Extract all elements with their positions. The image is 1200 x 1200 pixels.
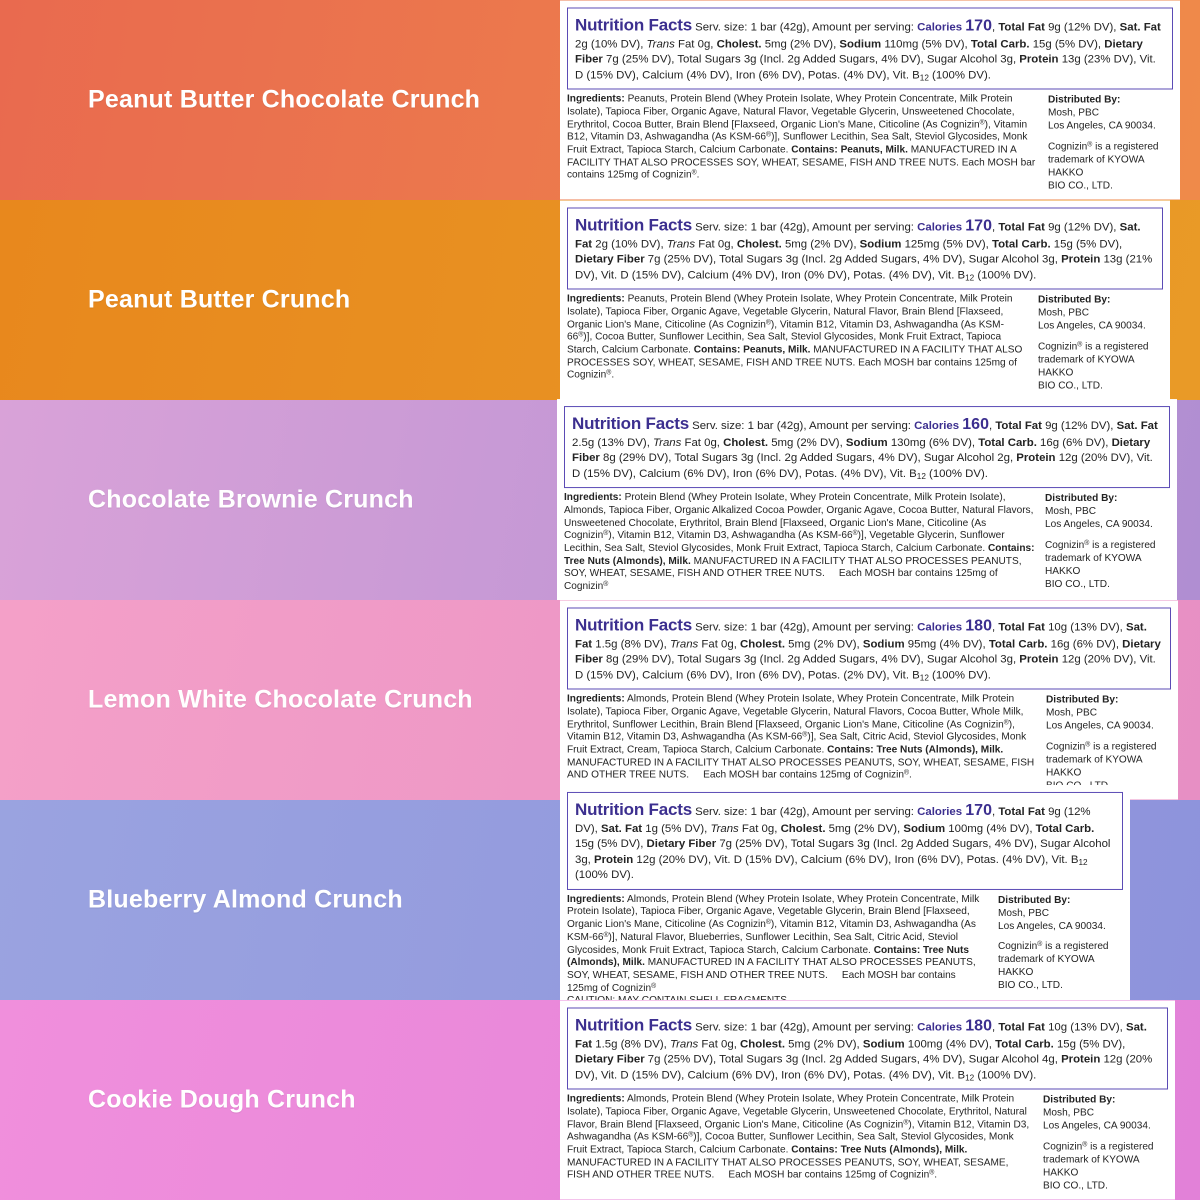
distributed-block: [1046, 694, 1171, 793]
ingredients-label: Ingredients:: [567, 893, 625, 905]
distributed-line-2: Los Angeles, CA 90034.: [1048, 120, 1156, 132]
nutrition-panel: [560, 600, 1178, 799]
trademark-line-1: Cognizin® is a registered: [1046, 741, 1157, 753]
cognizin-note: Each MOSH bar contains 125mg of Cognizin®.: [728, 1169, 938, 1181]
distributed-title: Distributed By:: [1038, 294, 1111, 306]
nutrient-facts: Total Fat 9g (12% DV), Sat. Fat 2g (10% DV), Trans Fat 0g, Cholest. 5mg (2% DV), Sodium 110mg (5% DV), Total Carb. 15g (5% DV), Dietary Fiber 7g (25% DV), Total Sugars 3g (Incl. 2g Added Sugars, 4% DV), Sugar Alcohol 3g, Protein 13g (23% DV), Vit. D (15% DV), Calcium (4% DV), Iron (6% DV), Potas. (4% DV), Vit. $B_{12}$ (100% DV).: [575, 21, 1161, 83]
facility-text: MANUFACTURED IN A FACILITY THAT ALSO PROCESSES PEANUTS, SOY, WHEAT, SESAME, FISH AND OTHER TREE NUTS.: [567, 757, 1035, 781]
nutrition-facts-text: Nutrition Facts Serv. size: 1 bar (42g), Amount per serving: Calories 180, Total Fat 10g (13% DV), Sat. Fat 1.5g (8% DV), Trans Fat 0g, Cholest. 5mg (2% DV), Sodium 100mg (4% DV), Total Carb. 15g (5% DV), Dietary Fiber 7g (25% DV), Total Sugars 3g (Incl. 2g Added Sugars, 4% DV), Sugar Alcohol 4g, Protein 12g (20% DV), Vit. D (15% DV), Calcium (6% DV), Iron (6% DV), Potas. (4% DV), Vit. $B_{12}$ (100% DV).: [575, 1015, 1153, 1083]
calories-value: 170: [965, 801, 992, 819]
trademark-line-1: Cognizin® is a registered: [998, 941, 1109, 953]
contains-text: Contains: Tree Nuts (Almonds), Milk.: [564, 543, 1035, 567]
distributed-line-1: Mosh, PBC: [1046, 707, 1098, 719]
distributed-block: [1048, 94, 1173, 193]
serving-info: Serv. size: 1 bar (42g), Amount per serving:: [695, 21, 914, 34]
trademark-line-3: BIO CO., LTD.: [1043, 1180, 1108, 1192]
calories-value: 180: [965, 1017, 992, 1035]
ingredients-block: [567, 94, 1038, 183]
panel-lower: [567, 294, 1163, 393]
facility-text: MANUFACTURED IN A FACILITY THAT ALSO PROCESSES SOY, WHEAT, SESAME, FISH AND TREE NUTS.: [567, 344, 1023, 369]
trademark-line-2: trademark of KYOWA HAKKO: [1045, 552, 1142, 577]
serving-info: Serv. size: 1 bar (42g), Amount per serving:: [695, 805, 914, 818]
calories-value: 170: [965, 17, 992, 35]
trademark-line-2: trademark of KYOWA HAKKO: [1038, 354, 1135, 379]
ingredients-block: [567, 694, 1036, 783]
cognizin-note: Each MOSH bar contains 125mg of Cognizin®: [564, 568, 998, 593]
nutrition-facts-text: Nutrition Facts Serv. size: 1 bar (42g), Amount per serving: Calories 170, Total Fat 9g (12% DV), Sat. Fat 2g (10% DV), Trans Fat 0g, Cholest. 5mg (2% DV), Sodium 125mg (5% DV), Total Carb. 15g (5% DV), Dietary Fiber 7g (25% DV), Total Sugars 3g (Incl. 2g Added Sugars, 4% DV), Sugar Alcohol 3g, Protein 13g (21% DV), Vit. D (15% DV), Calcium (4% DV), Iron (0% DV), Potas. (4% DV), Vit. $B_{12}$ (100% DV).: [575, 215, 1153, 283]
trademark-line-2: trademark of KYOWA HAKKO: [1048, 154, 1145, 179]
nutrition-facts-heading: Nutrition Facts: [575, 799, 692, 819]
distributed-block: [1038, 294, 1163, 393]
facility-text: MANUFACTURED IN A FACILITY THAT ALSO PROCESSES PEANUTS, SOY, WHEAT, SESAME, FISH AND OTHER TREE NUTS.: [567, 957, 976, 981]
nutrition-facts-box: [567, 792, 1123, 890]
distributed-title: Distributed By:: [1046, 694, 1119, 706]
ingredients-block: [567, 294, 1028, 383]
panel-lower: [567, 894, 1123, 1008]
contains-text: Contains: Peanuts, Milk.: [693, 344, 811, 356]
flavor-title: Blueberry Almond Crunch: [88, 885, 403, 914]
flavor-row-peanut-butter-crunch: [0, 200, 1200, 400]
facility-text: MANUFACTURED IN A FACILITY THAT ALSO PROCESSES PEANUTS, SOY, WHEAT, SESAME, FISH AND OTHER TREE NUTS.: [567, 1157, 1009, 1181]
ingredients-text: Peanuts, Protein Blend (Whey Protein Isolate, Whey Protein Concentrate, Milk Protein Isolate), Tapioca Fiber, Organic Agave, Natural Flavor, Vegetable Glycerin, Unsweetened Chocolate, Erythritol, Cocoa Butter, Brain Blend [Flaxseed, Organic Lion's Mane, Citicoline (As Cognizin®), Vitamin B12, Vitamin D3, Ashwagandha (As KSM-66®)], Sunflower Lecithin, Sea Salt, Steviol Glycosides, Monk Fruit Extract, Tapioca Starch, Calcium Carbonate.: [567, 93, 1028, 156]
trademark-line-3: BIO CO., LTD.: [998, 980, 1063, 992]
distributed-line-2: Los Angeles, CA 90034.: [1043, 1120, 1151, 1132]
serving-info: Serv. size: 1 bar (42g), Amount per serving:: [692, 420, 911, 433]
spacer: [998, 933, 1123, 940]
panel-lower: [567, 1094, 1168, 1193]
nutrition-facts-heading: Nutrition Facts: [575, 215, 692, 235]
flavor-row-cookie-dough-crunch: [0, 1000, 1200, 1200]
cognizin-note: Each MOSH bar contains 125mg of Cognizin®: [567, 969, 956, 994]
cognizin-note: Each MOSH bar contains 125mg of Cognizin®.: [703, 769, 912, 781]
distributed-block: [1043, 1094, 1168, 1193]
nutrition-facts-box: [567, 207, 1163, 289]
cognizin-note: Each MOSH bar contains 125mg of Cognizin®.: [567, 357, 1017, 381]
facility-text: MANUFACTURED IN A FACILITY THAT ALSO PROCESSES SOY, WHEAT, SESAME, FISH AND TREE NUTS.: [567, 144, 1017, 169]
ingredients-label: Ingredients:: [564, 492, 622, 504]
flavor-title: Cookie Dough Crunch: [88, 1085, 356, 1114]
distributed-block: [998, 894, 1123, 993]
trademark-line-1: Cognizin® is a registered: [1048, 141, 1159, 153]
serving-info: Serv. size: 1 bar (42g), Amount per serving:: [695, 621, 914, 634]
nutrition-facts-box: [567, 607, 1171, 689]
ingredients-text: Almonds, Protein Blend (Whey Protein Isolate, Whey Protein Concentrate, Milk Protein Isolate), Tapioca Fiber, Organic Agave, Vegetable Glycerin, Brain Blend [Flaxseed, Organic Lion's Mane, Citicoline (As Cognizin®), Vitamin B12, Vitamin D3, Ashwagandha (As KSM-66®)], Natural Flavor, Blueberries, Sunflower Lecithin, Sea Salt, Citric Acid, Steviol Glycosides, Monk Fruit Extract, Tapioca Starch, Calcium Carbonate.: [567, 893, 980, 956]
ingredients-block: [567, 1094, 1033, 1183]
nutrition-facts-heading: Nutrition Facts: [572, 414, 689, 434]
trademark-line-3: BIO CO., LTD.: [1038, 380, 1103, 392]
nutrition-panel: [560, 0, 1180, 199]
distributed-block: [1045, 492, 1170, 591]
calories-value: 180: [965, 617, 992, 635]
calories-label: Calories: [917, 21, 963, 34]
flavor-title: Lemon White Chocolate Crunch: [88, 685, 473, 714]
calories-label: Calories: [917, 221, 963, 234]
distributed-line-2: Los Angeles, CA 90034.: [1038, 320, 1146, 332]
nutrient-facts: Total Fat 9g (12% DV), Sat. Fat 2g (10% DV), Trans Fat 0g, Cholest. 5mg (2% DV), Sodium 125mg (5% DV), Total Carb. 15g (5% DV), Dietary Fiber 7g (25% DV), Total Sugars 3g (Incl. 2g Added Sugars, 4% DV), Sugar Alcohol 3g, Protein 13g (21% DV), Vit. D (15% DV), Calcium (4% DV), Iron (0% DV), Potas. (4% DV), Vit. $B_{12}$ (100% DV).: [575, 221, 1153, 283]
trademark-line-1: Cognizin® is a registered: [1045, 539, 1156, 551]
distributed-title: Distributed By:: [998, 894, 1071, 906]
serving-info: Serv. size: 1 bar (42g), Amount per serving:: [695, 1021, 914, 1034]
ingredients-label: Ingredients:: [567, 1093, 625, 1105]
calories-value: 160: [962, 416, 989, 434]
ingredients-label: Ingredients:: [567, 693, 625, 705]
nutrition-facts-text: Nutrition Facts Serv. size: 1 bar (42g), Amount per serving: Calories 170, Total Fat 9g (12% DV), Sat. Fat 2g (10% DV), Trans Fat 0g, Cholest. 5mg (2% DV), Sodium 110mg (5% DV), Total Carb. 15g (5% DV), Dietary Fiber 7g (25% DV), Total Sugars 3g (Incl. 2g Added Sugars, 4% DV), Sugar Alcohol 3g, Protein 13g (23% DV), Vit. D (15% DV), Calcium (4% DV), Iron (6% DV), Potas. (4% DV), Vit. $B_{12}$ (100% DV).: [575, 15, 1161, 83]
contains-text: Contains: Tree Nuts (Almonds), Milk.: [827, 744, 1004, 756]
nutrition-panel: [560, 1000, 1175, 1199]
flavor-title: Chocolate Brownie Crunch: [88, 485, 414, 514]
flavor-title: Peanut Butter Crunch: [88, 285, 351, 314]
distributed-title: Distributed By:: [1043, 1094, 1116, 1106]
trademark-line-2: trademark of KYOWA HAKKO: [1046, 754, 1143, 779]
distributed-line-1: Mosh, PBC: [1045, 506, 1097, 518]
nutrition-panel: [560, 200, 1170, 399]
distributed-line-1: Mosh, PBC: [1043, 1107, 1095, 1119]
trademark-line-1: Cognizin® is a registered: [1038, 341, 1149, 353]
calories-label: Calories: [917, 805, 963, 818]
distributed-title: Distributed By:: [1045, 493, 1118, 505]
facility-text: MANUFACTURED IN A FACILITY THAT ALSO PROCESSES PEANUTS, SOY, WHEAT, SESAME, FISH AND OTHER TREE NUTS.: [564, 555, 1022, 580]
distributed-line-2: Los Angeles, CA 90034.: [998, 920, 1106, 932]
contains-text: Contains: Tree Nuts (Almonds), Milk.: [567, 944, 970, 969]
ingredients-block: [567, 894, 988, 1008]
flavor-row-lemon-white-chocolate-crunch: [0, 600, 1200, 800]
trademark-line-3: BIO CO., LTD.: [1048, 180, 1113, 192]
cognizin-note: Each MOSH bar contains 125mg of Cognizin®.: [567, 157, 1036, 181]
serving-info: Serv. size: 1 bar (42g), Amount per serving:: [695, 221, 914, 234]
distributed-line-1: Mosh, PBC: [1048, 107, 1100, 119]
ingredients-block: [564, 492, 1035, 594]
ingredients-text: Almonds, Protein Blend (Whey Protein Isolate, Whey Protein Concentrate, Milk Protein Isolate), Tapioca Fiber, Organic Agave, Vegetable Glycerin, Unsweetened Chocolate, Erythritol, Natural Flavor, Brain Blend [Flaxseed, Organic Lion's Mane, Citicoline (As Cognizin®), Vitamin B12, Vitamin D3, Ashwagandha (As KSM-66®)], Cocoa Butter, Sunflower Lecithin, Sea Salt, Steviol Glycosides, Monk Fruit Extract, Tapioca Starch, Calcium Carbonate.: [567, 1093, 1030, 1156]
flavor-row-blueberry-almond-crunch: [0, 800, 1200, 1000]
spacer: [1046, 733, 1171, 740]
ingredients-text: Peanuts, Protein Blend (Whey Protein Isolate, Whey Protein Concentrate, Milk Protein Isolate), Tapioca Fiber, Organic Agave, Vegetable Glycerin, Natural Flavor, Brain Blend [Flaxseed, Organic Lion's Mane, Citicoline (As Cognizin®), Vitamin B12, Vitamin D3, Ashwagandha (As KSM-66®)], Cocoa Butter, Sunflower Lecithin, Sea Salt, Steviol Glycosides, Monk Fruit Extract, Tapioca Starch, Calcium Carbonate.: [567, 293, 1013, 356]
nutrient-facts: Total Fat 10g (13% DV), Sat. Fat 1.5g (8% DV), Trans Fat 0g, Cholest. 5mg (2% DV), Sodium 95mg (4% DV), Total Carb. 16g (6% DV), Dietary Fiber 8g (29% DV), Total Sugars 3g (Incl. 2g Added Sugars, 4% DV), Sugar Alcohol 3g, Protein 12g (20% DV), Vit. D (15% DV), Calcium (6% DV), Iron (6% DV), Potas. (2% DV), Vit. $B_{12}$ (100% DV).: [575, 621, 1161, 683]
distributed-line-1: Mosh, PBC: [1038, 307, 1090, 319]
ingredients-text: Almonds, Protein Blend (Whey Protein Isolate, Whey Protein Concentrate, Milk Protein Isolate), Tapioca Fiber, Organic Agave, Vegetable Glycerin, Natural Flavors, Cocoa Butter, Whole Milk, Erythritol, Sunflower Lecithin, Brain Blend [Flaxseed, Organic Lion's Mane, Citicoline (As Cognizin®), Vitamin B12, Vitamin D3, Ashwagandha (As KSM-66®)], Sea Salt, Citric Acid, Steviol Glycosides, Monk Fruit Extract, Cream, Tapioca Starch, Calcium Carbonate.: [567, 693, 1027, 756]
calories-label: Calories: [917, 1021, 963, 1034]
ingredients-label: Ingredients:: [567, 93, 625, 105]
ingredients-text: Protein Blend (Whey Protein Isolate, Whey Protein Concentrate, Milk Protein Isolate), Almonds, Tapioca Fiber, Organic Alkalized Cocoa Powder, Organic Agave, Cocoa Butter, Natural Flavors, Unsweetened Chocolate, Erythritol, Brain Blend [Flaxseed, Organic Lion's Mane, Citicoline (As Cognizin®), Vitamin B12, Vitamin D3, Ashwagandha (As KSM-66®)], Vegetable Glycerin, Sunflower Lecithin, Sea Salt, Steviol Glycosides, Monk Fruit Extract, Tapioca Starch, Calcium Carbonate.: [564, 492, 1034, 555]
contains-text: Contains: Tree Nuts (Almonds), Milk.: [791, 1144, 968, 1156]
nutrition-facts-text: Nutrition Facts Serv. size: 1 bar (42g), Amount per serving: Calories 160, Total Fat 9g (12% DV), Sat. Fat 2.5g (13% DV), Trans Fat 0g, Cholest. 5mg (2% DV), Sodium 130mg (6% DV), Total Carb. 16g (6% DV), Dietary Fiber 8g (29% DV), Total Sugars 3g (Incl. 2g Added Sugars, 4% DV), Sugar Alcohol 2g, Protein 12g (20% DV), Vit. D (15% DV), Calcium (6% DV), Iron (6% DV), Potas. (4% DV), Vit. $B_{12}$ (100% DV).: [572, 414, 1158, 481]
calories-label: Calories: [914, 420, 960, 433]
nutrition-facts-box: [567, 7, 1173, 89]
flavor-row-chocolate-brownie-crunch: [0, 400, 1200, 600]
nutrient-facts: Total Fat 9g (12% DV), Sat. Fat 1g (5% DV), Trans Fat 0g, Cholest. 5mg (2% DV), Sodium 100mg (4% DV), Total Carb. 15g (5% DV), Dietary Fiber 7g (25% DV), Total Sugars 3g (Incl. 2g Added Sugars, 4% DV), Sugar Alcohol 3g, Protein 12g (20% DV), Vit. D (15% DV), Calcium (6% DV), Iron (6% DV), Potas. (4% DV), Vit. $B_{12}$ (100% DV).: [575, 805, 1111, 882]
spacer: [1038, 333, 1163, 340]
nutrition-facts-text: Nutrition Facts Serv. size: 1 bar (42g), Amount per serving: Calories 170, Total Fat 9g (12% DV), Sat. Fat 1g (5% DV), Trans Fat 0g, Cholest. 5mg (2% DV), Sodium 100mg (4% DV), Total Carb. 15g (5% DV), Dietary Fiber 7g (25% DV), Total Sugars 3g (Incl. 2g Added Sugars, 4% DV), Sugar Alcohol 3g, Protein 12g (20% DV), Vit. D (15% DV), Calcium (6% DV), Iron (6% DV), Potas. (4% DV), Vit. $B_{12}$ (100% DV).: [575, 799, 1111, 882]
nutrition-facts-heading: Nutrition Facts: [575, 615, 692, 635]
trademark-line-3: BIO CO., LTD.: [1045, 578, 1110, 590]
nutrient-facts: Total Fat 10g (13% DV), Sat. Fat 1.5g (8% DV), Trans Fat 0g, Cholest. 5mg (2% DV), Sodium 100mg (4% DV), Total Carb. 15g (5% DV), Dietary Fiber 7g (25% DV), Total Sugars 3g (Incl. 2g Added Sugars, 4% DV), Sugar Alcohol 4g, Protein 12g (20% DV), Vit. D (15% DV), Calcium (6% DV), Iron (6% DV), Potas. (4% DV), Vit. $B_{12}$ (100% DV).: [575, 1021, 1153, 1083]
nutrition-facts-text: Nutrition Facts Serv. size: 1 bar (42g), Amount per serving: Calories 180, Total Fat 10g (13% DV), Sat. Fat 1.5g (8% DV), Trans Fat 0g, Cholest. 5mg (2% DV), Sodium 95mg (4% DV), Total Carb. 16g (6% DV), Dietary Fiber 8g (29% DV), Total Sugars 3g (Incl. 2g Added Sugars, 4% DV), Sugar Alcohol 3g, Protein 12g (20% DV), Vit. D (15% DV), Calcium (6% DV), Iron (6% DV), Potas. (2% DV), Vit. $B_{12}$ (100% DV).: [575, 615, 1161, 683]
contains-text: Contains: Peanuts, Milk.: [791, 144, 908, 156]
nutrient-facts: Total Fat 9g (12% DV), Sat. Fat 2.5g (13% DV), Trans Fat 0g, Cholest. 5mg (2% DV), Sodium 130mg (6% DV), Total Carb. 16g (6% DV), Dietary Fiber 8g (29% DV), Total Sugars 3g (Incl. 2g Added Sugars, 4% DV), Sugar Alcohol 2g, Protein 12g (20% DV), Vit. D (15% DV), Calcium (6% DV), Iron (6% DV), Potas. (4% DV), Vit. $B_{12}$ (100% DV).: [572, 420, 1158, 481]
spacer: [1043, 1133, 1168, 1140]
flavor-title: Peanut Butter Chocolate Crunch: [88, 85, 481, 114]
distributed-line-2: Los Angeles, CA 90034.: [1045, 519, 1153, 531]
nutrition-panel: [557, 399, 1177, 601]
ingredients-label: Ingredients:: [567, 293, 625, 305]
trademark-line-2: trademark of KYOWA HAKKO: [998, 954, 1095, 979]
distributed-line-2: Los Angeles, CA 90034.: [1046, 720, 1154, 732]
panel-lower: [567, 94, 1173, 193]
distributed-title: Distributed By:: [1048, 94, 1121, 106]
calories-label: Calories: [917, 621, 963, 634]
nutrition-facts-box: [567, 1007, 1168, 1089]
distributed-line-1: Mosh, PBC: [998, 907, 1050, 919]
flavor-row-peanut-butter-chocolate-crunch: [0, 0, 1200, 200]
trademark-line-1: Cognizin® is a registered: [1043, 1141, 1154, 1153]
nutrition-facts-heading: Nutrition Facts: [575, 15, 692, 35]
panel-lower: [564, 492, 1170, 594]
trademark-line-2: trademark of KYOWA HAKKO: [1043, 1154, 1140, 1179]
panel-lower: [567, 694, 1171, 793]
nutrition-facts-box: [564, 406, 1170, 488]
spacer: [1045, 532, 1170, 539]
nutrition-facts-heading: Nutrition Facts: [575, 1015, 692, 1035]
calories-value: 170: [965, 217, 992, 235]
nutrition-panel: [560, 785, 1130, 1015]
spacer: [1048, 133, 1173, 140]
